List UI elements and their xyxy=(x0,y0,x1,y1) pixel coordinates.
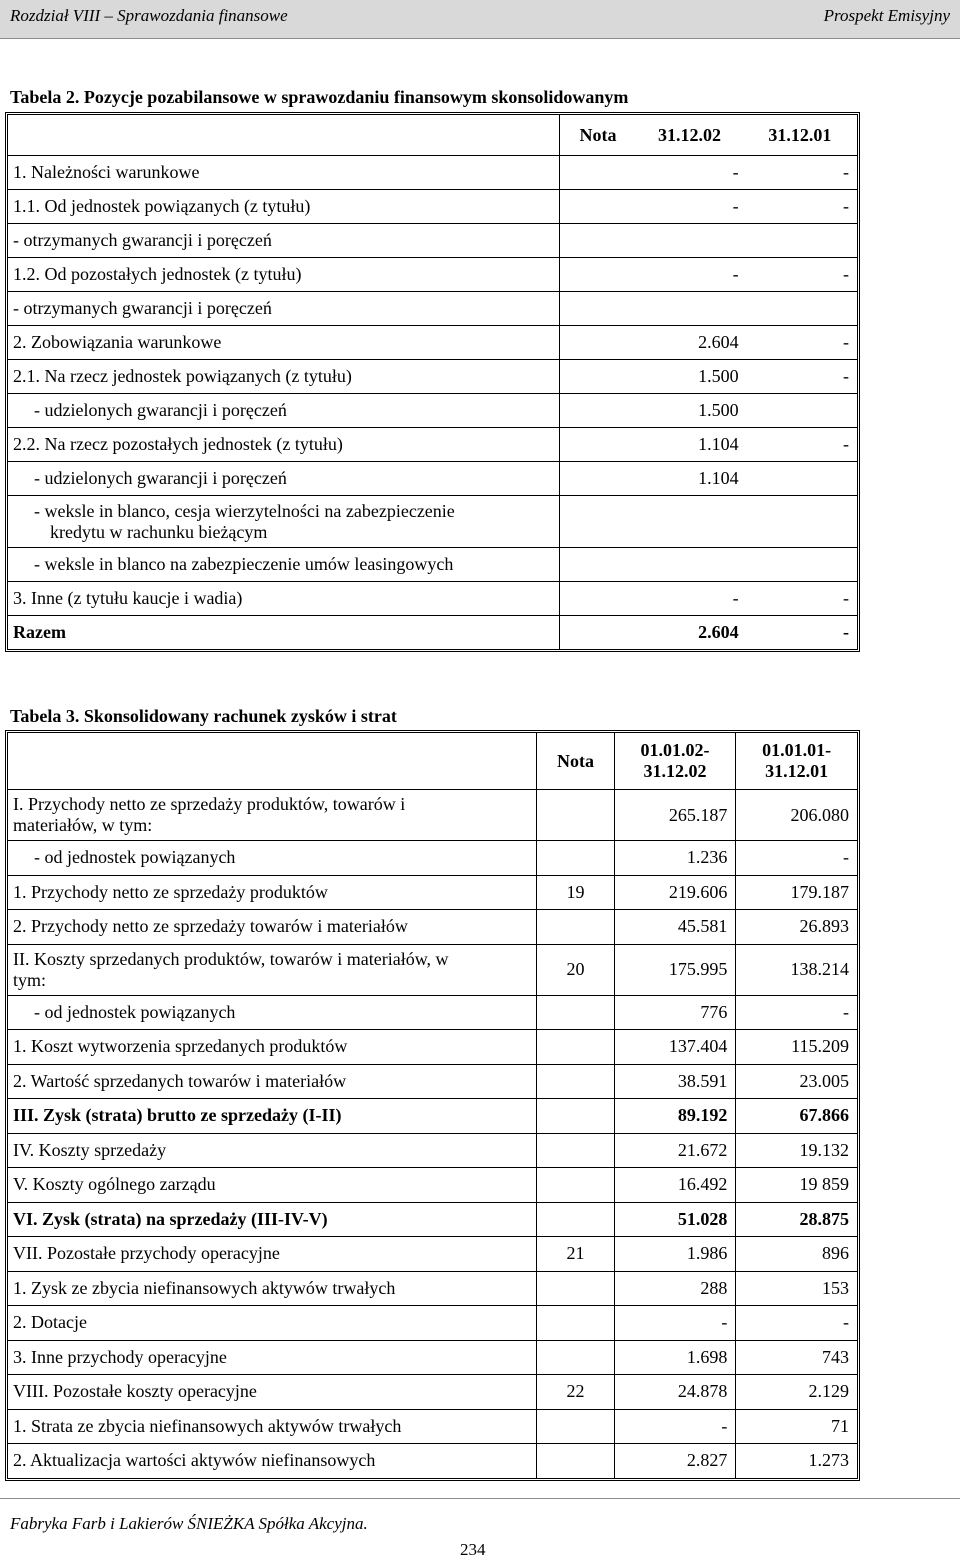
row-value-current: 38.591 xyxy=(614,1064,736,1099)
row-label-line: 1. Strata ze zbycia niefinansowych aktywów trwałych xyxy=(13,1415,402,1436)
table-row xyxy=(8,1340,857,1375)
row-label-line: 2. Dotacje xyxy=(13,1312,87,1333)
page-header xyxy=(0,0,960,39)
row-label xyxy=(8,875,536,910)
table3-col-v1 xyxy=(614,733,736,789)
row-value-current: 219.606 xyxy=(614,875,736,910)
row-nota xyxy=(536,1064,613,1099)
table-row xyxy=(8,789,857,840)
row-label xyxy=(8,359,559,393)
row-label-line: V. Koszty ogólnego zarządu xyxy=(13,1174,216,1195)
row-label-line: II. Koszty sprzedanych produktów, towarów i materiałów, w xyxy=(13,948,449,969)
row-nota xyxy=(559,427,637,461)
row-label xyxy=(8,223,559,257)
row-value-previous: 206.080 xyxy=(735,789,857,840)
table2-header-row xyxy=(8,115,857,155)
row-value-previous: 23.005 xyxy=(735,1064,857,1099)
row-label xyxy=(8,1374,536,1409)
row-value-previous: - xyxy=(747,257,857,291)
table-row xyxy=(8,1029,857,1064)
row-label xyxy=(8,155,559,189)
header-chapter: Rozdział VIII – Sprawozdania finansowe xyxy=(10,6,288,25)
table-row xyxy=(8,875,857,910)
row-value-previous: - xyxy=(735,840,857,875)
table3-income-statement xyxy=(5,730,860,1481)
table-row xyxy=(8,427,857,461)
row-value-previous: 179.187 xyxy=(735,875,857,910)
row-label xyxy=(8,1064,536,1099)
row-label-line: 1. Należności warunkowe xyxy=(13,162,200,182)
row-value-previous: - xyxy=(747,615,857,649)
row-value-current: 51.028 xyxy=(614,1202,736,1237)
table-row xyxy=(8,1098,857,1133)
table-row xyxy=(8,1202,857,1237)
header-document: Prospekt Emisyjny xyxy=(823,6,950,25)
row-value-current: 265.187 xyxy=(614,789,736,840)
table3-col-v1-line1: 01.01.02- xyxy=(640,740,710,760)
row-nota xyxy=(536,1167,613,1202)
row-value-current xyxy=(636,495,746,547)
row-value-current: - xyxy=(636,581,746,615)
table-row xyxy=(8,1236,857,1271)
row-value-current: 89.192 xyxy=(614,1098,736,1133)
row-label xyxy=(8,393,559,427)
row-label-line: - udzielonych gwarancji i poręczeń xyxy=(34,468,287,488)
row-value-current: 1.500 xyxy=(636,359,746,393)
row-label xyxy=(8,1133,536,1168)
row-value-current: 1.698 xyxy=(614,1340,736,1375)
table-row xyxy=(8,155,857,189)
row-value-previous: 1.273 xyxy=(735,1443,857,1478)
row-label-line: - od jednostek powiązanych xyxy=(34,1001,236,1022)
row-label xyxy=(8,1167,536,1202)
row-label xyxy=(8,1305,536,1340)
row-nota xyxy=(536,1443,613,1478)
table2-off-balance xyxy=(5,112,860,652)
row-label-line: 2. Wartość sprzedanych towarów i materiałów xyxy=(13,1070,347,1091)
row-nota xyxy=(536,1098,613,1133)
row-label xyxy=(8,789,536,840)
row-value-current: 1.236 xyxy=(614,840,736,875)
row-nota xyxy=(559,393,637,427)
table3-col-v2-line1: 01.01.01- xyxy=(762,740,832,760)
row-value-previous xyxy=(747,393,857,427)
table3-col-nota: Nota xyxy=(536,733,613,789)
row-label-line: VI. Zysk (strata) na sprzedaży (III-IV-V) xyxy=(13,1208,328,1229)
table-row xyxy=(8,1305,857,1340)
row-value-previous: - xyxy=(747,155,857,189)
row-nota xyxy=(536,1133,613,1168)
row-label xyxy=(8,1029,536,1064)
row-nota xyxy=(559,359,637,393)
row-label-line: Razem xyxy=(13,622,66,642)
page-number: 234 xyxy=(460,1540,486,1559)
table2-col-v1: 31.12.02 xyxy=(657,124,721,145)
row-label xyxy=(8,461,559,495)
table-row xyxy=(8,995,857,1030)
row-label-line: 1. Zysk ze zbycia niefinansowych aktywów trwałych xyxy=(13,1277,396,1298)
row-nota xyxy=(559,547,637,581)
row-value-previous: - xyxy=(747,359,857,393)
table-row xyxy=(8,393,857,427)
row-value-current xyxy=(636,291,746,325)
row-value-current: 1.104 xyxy=(636,461,746,495)
row-value-previous: 115.209 xyxy=(735,1029,857,1064)
row-label-line: 2. Zobowiązania warunkowe xyxy=(13,332,222,352)
row-nota xyxy=(536,909,613,944)
row-label-line: VIII. Pozostałe koszty operacyjne xyxy=(13,1381,257,1402)
row-value-previous: - xyxy=(735,1305,857,1340)
row-label-line: I. Przychody netto ze sprzedaży produktów, towarów i xyxy=(13,794,406,814)
row-nota xyxy=(559,325,637,359)
row-label xyxy=(8,1098,536,1133)
footer-company: Fabryka Farb i Lakierów ŚNIEŻKA Spółka Akcyjna. xyxy=(10,1514,368,1533)
table-row xyxy=(8,547,857,581)
row-label-line: III. Zysk (strata) brutto ze sprzedaży (I-II) xyxy=(13,1105,342,1126)
row-label xyxy=(8,944,536,995)
row-label xyxy=(8,291,559,325)
row-nota xyxy=(559,223,637,257)
row-label xyxy=(8,1271,536,1306)
row-label xyxy=(8,1340,536,1375)
row-value-current: 2.604 xyxy=(636,615,746,649)
table-row xyxy=(8,909,857,944)
table-row xyxy=(8,1271,857,1306)
row-value-previous xyxy=(747,291,857,325)
row-label xyxy=(8,581,559,615)
row-label-line: - weksle in blanco na zabezpieczenie umów leasingowych xyxy=(34,554,454,574)
row-value-current: 288 xyxy=(614,1271,736,1306)
footer-divider xyxy=(0,1498,960,1499)
row-value-current: 137.404 xyxy=(614,1029,736,1064)
row-label-line: - od jednostek powiązanych xyxy=(34,847,236,868)
row-nota: 19 xyxy=(536,875,613,910)
row-label xyxy=(8,995,536,1030)
row-label-line: 1.2. Od pozostałych jednostek (z tytułu) xyxy=(13,264,302,284)
row-value-current: 45.581 xyxy=(614,909,736,944)
row-label xyxy=(8,615,559,649)
row-value-previous: - xyxy=(735,995,857,1030)
row-value-previous: - xyxy=(747,581,857,615)
row-label-line: - otrzymanych gwarancji i poręczeń xyxy=(13,230,272,250)
row-nota xyxy=(536,1271,613,1306)
table-row xyxy=(8,189,857,223)
row-label xyxy=(8,257,559,291)
row-value-previous: 896 xyxy=(735,1236,857,1271)
row-label-line: - weksle in blanco, cesja wierzytelności na zabezpieczenie xyxy=(34,500,455,521)
row-nota xyxy=(536,789,613,840)
row-value-previous: 743 xyxy=(735,1340,857,1375)
row-label-line: - otrzymanych gwarancji i poręczeń xyxy=(13,298,272,318)
table-row xyxy=(8,1374,857,1409)
row-value-current: 2.827 xyxy=(614,1443,736,1478)
table2-header-blank xyxy=(8,115,559,155)
row-label xyxy=(8,547,559,581)
row-nota xyxy=(536,995,613,1030)
row-nota xyxy=(559,257,637,291)
row-value-previous: 19 859 xyxy=(735,1167,857,1202)
row-nota xyxy=(536,1409,613,1444)
table-row xyxy=(8,257,857,291)
row-nota xyxy=(536,1029,613,1064)
table-row xyxy=(8,1133,857,1168)
row-value-current: 2.604 xyxy=(636,325,746,359)
row-label-line: 1. Koszt wytworzenia sprzedanych produktów xyxy=(13,1036,348,1057)
table3-header-blank xyxy=(8,733,536,789)
row-value-previous: 26.893 xyxy=(735,909,857,944)
row-label-line: 3. Inne przychody operacyjne xyxy=(13,1346,227,1367)
row-label xyxy=(8,495,559,547)
row-label xyxy=(8,1443,536,1478)
table-row xyxy=(8,615,857,649)
table-row xyxy=(8,1167,857,1202)
row-label-line: tym: xyxy=(13,969,47,990)
row-value-current: 776 xyxy=(614,995,736,1030)
row-value-current: - xyxy=(636,155,746,189)
table-row xyxy=(8,1409,857,1444)
table-row xyxy=(8,1064,857,1099)
row-nota xyxy=(559,495,637,547)
row-label xyxy=(8,427,559,461)
table2-col-v2: 31.12.01 xyxy=(768,124,832,145)
row-label-line: IV. Koszty sprzedaży xyxy=(13,1139,167,1160)
table-row xyxy=(8,1443,857,1478)
row-nota xyxy=(559,461,637,495)
row-label xyxy=(8,1202,536,1237)
row-label-line: VII. Pozostałe przychody operacyjne xyxy=(13,1243,280,1264)
row-label xyxy=(8,325,559,359)
table3-col-v2 xyxy=(735,733,857,789)
row-value-current xyxy=(636,547,746,581)
row-label-line: 3. Inne (z tytułu kaucje i wadia) xyxy=(13,588,243,608)
row-value-current: 1.986 xyxy=(614,1236,736,1271)
row-value-previous: - xyxy=(747,427,857,461)
row-label-line: materiałów, w tym: xyxy=(13,815,153,835)
row-value-previous: 138.214 xyxy=(735,944,857,995)
row-value-current: - xyxy=(636,257,746,291)
row-label xyxy=(8,909,536,944)
table3-header-row xyxy=(8,733,857,789)
table2-col-nota: Nota xyxy=(559,115,637,155)
row-nota: 22 xyxy=(536,1374,613,1409)
row-value-previous xyxy=(747,495,857,547)
table-row xyxy=(8,495,857,547)
row-value-previous: 71 xyxy=(735,1409,857,1444)
table-row xyxy=(8,325,857,359)
row-label-line: 2. Przychody netto ze sprzedaży towarów i materiałów xyxy=(13,916,408,937)
row-label-line: 1. Przychody netto ze sprzedaży produktów xyxy=(13,881,328,902)
row-label xyxy=(8,189,559,223)
row-value-previous: 2.129 xyxy=(735,1374,857,1409)
row-nota xyxy=(559,189,637,223)
row-label xyxy=(8,840,536,875)
row-label xyxy=(8,1236,536,1271)
row-label xyxy=(8,1409,536,1444)
row-nota xyxy=(559,291,637,325)
row-value-previous: - xyxy=(747,189,857,223)
table3-col-v2-line2: 31.12.01 xyxy=(765,761,829,781)
row-value-current: 21.672 xyxy=(614,1133,736,1168)
row-value-current xyxy=(636,223,746,257)
row-value-current: 1.104 xyxy=(636,427,746,461)
table3-caption: Tabela 3. Skonsolidowany rachunek zysków i strat xyxy=(10,706,397,726)
table-row xyxy=(8,461,857,495)
row-value-previous: 19.132 xyxy=(735,1133,857,1168)
row-value-previous xyxy=(747,461,857,495)
row-value-previous xyxy=(747,547,857,581)
row-value-current: - xyxy=(614,1409,736,1444)
row-nota: 20 xyxy=(536,944,613,995)
table-row xyxy=(8,223,857,257)
row-nota: 21 xyxy=(536,1236,613,1271)
row-value-previous xyxy=(747,223,857,257)
table2-caption: Tabela 2. Pozycje pozabilansowe w sprawozdaniu finansowym skonsolidowanym xyxy=(10,87,629,107)
row-nota xyxy=(559,581,637,615)
row-value-current: 16.492 xyxy=(614,1167,736,1202)
table-row xyxy=(8,359,857,393)
row-value-previous: - xyxy=(747,325,857,359)
row-label-line: 1.1. Od jednostek powiązanych (z tytułu) xyxy=(13,196,311,216)
row-value-previous: 28.875 xyxy=(735,1202,857,1237)
row-value-current: 175.995 xyxy=(614,944,736,995)
row-nota xyxy=(536,1305,613,1340)
table-row xyxy=(8,840,857,875)
row-label-line: 2. Aktualizacja wartości aktywów niefinansowych xyxy=(13,1450,376,1471)
table-row xyxy=(8,581,857,615)
row-nota xyxy=(559,155,637,189)
row-value-current: 24.878 xyxy=(614,1374,736,1409)
row-nota xyxy=(536,1340,613,1375)
row-nota xyxy=(559,615,637,649)
row-value-previous: 153 xyxy=(735,1271,857,1306)
table-row xyxy=(8,291,857,325)
row-label-line: 2.2. Na rzecz pozostałych jednostek (z tytułu) xyxy=(13,434,343,454)
row-value-current: 1.500 xyxy=(636,393,746,427)
row-value-current: - xyxy=(614,1305,736,1340)
row-label-line: - udzielonych gwarancji i poręczeń xyxy=(34,400,287,420)
row-value-previous: 67.866 xyxy=(735,1098,857,1133)
row-label-line: kredytu w rachunku bieżącym xyxy=(50,521,268,542)
row-nota xyxy=(536,840,613,875)
row-value-current: - xyxy=(636,189,746,223)
table-row xyxy=(8,944,857,995)
row-label-line: 2.1. Na rzecz jednostek powiązanych (z tytułu) xyxy=(13,366,352,386)
table3-col-v1-line2: 31.12.02 xyxy=(643,761,707,781)
row-nota xyxy=(536,1202,613,1237)
